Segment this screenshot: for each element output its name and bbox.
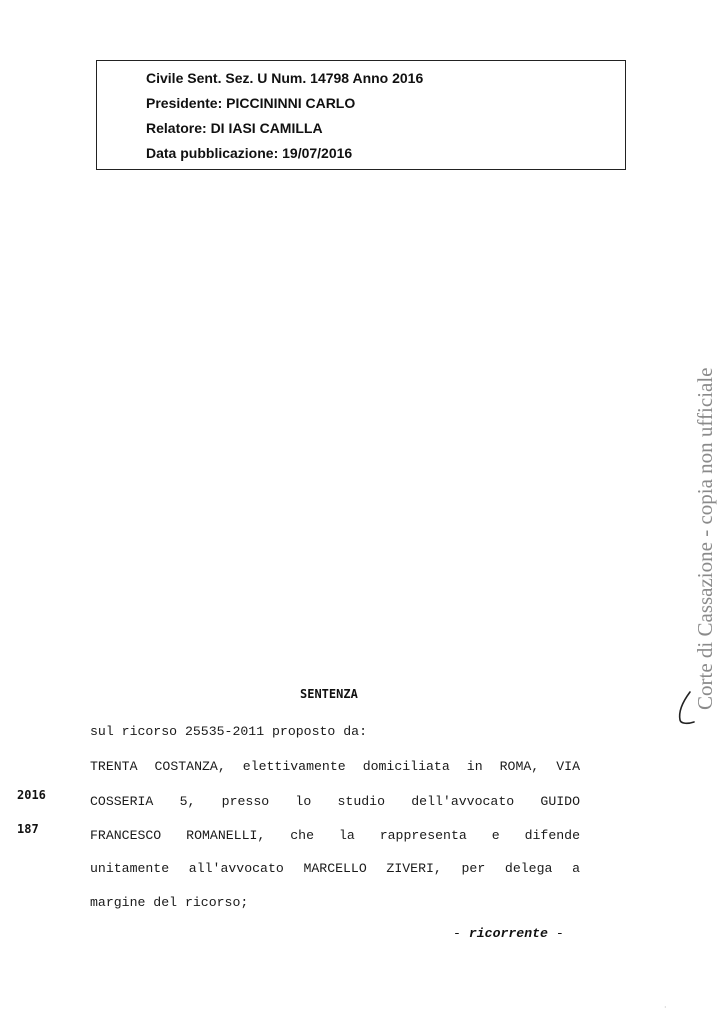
role-label: ricorrente xyxy=(468,926,548,941)
intro-line: sul ricorso 25535-2011 proposto da: xyxy=(90,724,367,739)
paragraph-line: margine del ricorso; xyxy=(90,895,249,910)
header-publication-date: Data pubblicazione: 19/07/2016 xyxy=(146,145,353,161)
party-role xyxy=(453,926,564,941)
document-title: SENTENZA xyxy=(300,687,358,701)
scan-speck: · xyxy=(664,1003,667,1012)
handwritten-mark-icon xyxy=(674,690,696,726)
margin-number: 187 xyxy=(17,822,39,836)
watermark-text: Corte di Cassazione - copia non ufficiale xyxy=(693,367,717,710)
header-section-line: Civile Sent. Sez. U Num. 14798 Anno 2016 xyxy=(146,70,424,86)
role-suffix: - xyxy=(547,926,564,941)
margin-year: 2016 xyxy=(17,788,46,802)
paragraph-line: unitamente all'avvocato MARCELLO ZIVERI, per delega a xyxy=(90,861,580,876)
paragraph-line: FRANCESCO ROMANELLI, che la rappresenta e difende xyxy=(90,828,580,843)
paragraph-line: TRENTA COSTANZA, elettivamente domiciliata in ROMA, VIA xyxy=(90,759,580,774)
header-president: Presidente: PICCININNI CARLO xyxy=(146,95,356,111)
header-rapporteur: Relatore: DI IASI CAMILLA xyxy=(146,120,323,136)
header-box xyxy=(96,60,626,170)
role-prefix: - xyxy=(453,926,469,941)
paragraph-line: COSSERIA 5, presso lo studio dell'avvocato GUIDO xyxy=(90,794,580,809)
